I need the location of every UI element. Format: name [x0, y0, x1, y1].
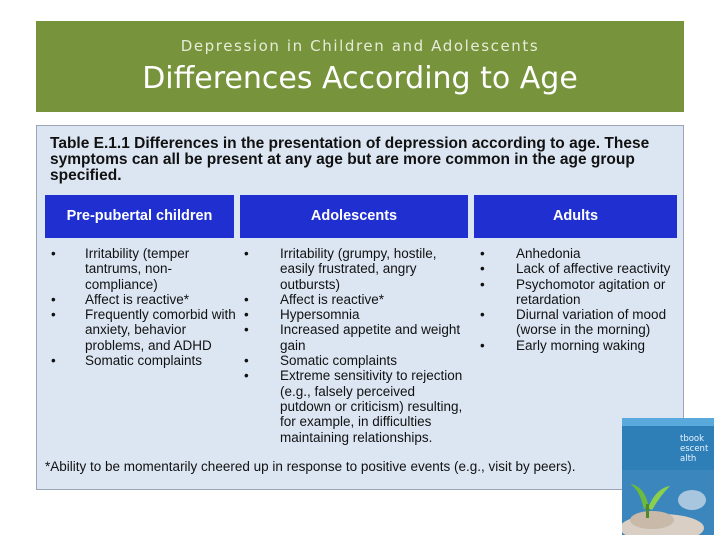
- list-item: • Irritability (grumpy, hostile, easily frustrated, angry outbursts): [244, 246, 437, 292]
- bullet-icon: •: [244, 353, 249, 369]
- column-header-pre-pubertal: Pre-pubertal children: [45, 195, 234, 238]
- list-item: • Frequently comorbid with anxiety, behavior problems, and ADHD: [51, 307, 236, 353]
- bullet-icon: •: [480, 307, 485, 323]
- book-cover-band: [622, 418, 714, 426]
- list-item: • Irritability (temper tantrums, non-compliance): [51, 246, 190, 292]
- list-item: • Lack of affective reactivity: [480, 261, 671, 277]
- bullet-icon: •: [51, 353, 56, 369]
- column-adults: [480, 246, 680, 353]
- list-item: • Anhedonia: [480, 246, 581, 261]
- plant-illustration-icon: [622, 470, 714, 535]
- bullet-icon: •: [244, 307, 249, 323]
- slide-header: [36, 21, 684, 112]
- bullet-icon: •: [244, 246, 249, 261]
- list-item: • Somatic complaints: [51, 353, 203, 369]
- list-item: • Affect is reactive*: [51, 291, 190, 307]
- bullet-icon: •: [480, 246, 485, 261]
- list-item: • Hypersomnia: [244, 307, 360, 323]
- bullet-icon: •: [480, 261, 485, 277]
- book-cover-text: tbook escent alth: [680, 434, 709, 464]
- list-item: • Somatic complaints: [244, 353, 398, 369]
- bullet-icon: •: [480, 276, 485, 292]
- column-header-adolescents: Adolescents: [240, 195, 468, 238]
- bullet-icon: •: [244, 291, 249, 307]
- bullet-icon: •: [244, 368, 249, 384]
- table-caption: Table E.1.1 Differences in the presentation of depression according to age. These symptoms can all be present at any age but are more common in the age group specified.: [50, 135, 650, 184]
- list-item: • Increased appetite and weight gain: [244, 322, 461, 353]
- slide-title: Differences According to Age: [142, 61, 578, 96]
- list-item: • Extreme sensitivity to rejection (e.g., falsely perceived putdown or criticism) resulting, for example, in difficulties maintaining relationships.: [244, 368, 463, 445]
- bullet-icon: •: [244, 322, 249, 338]
- bullet-icon: •: [51, 291, 56, 307]
- column-pre-pubertal: [51, 246, 236, 368]
- column-adolescents: [244, 246, 466, 445]
- bullet-icon: •: [51, 246, 56, 261]
- list-item: • Diurnal variation of mood (worse in the morning): [480, 307, 667, 338]
- column-header-adults: Adults: [474, 195, 677, 238]
- list-item: • Early morning waking: [480, 337, 646, 353]
- depression-table: [36, 125, 684, 490]
- bullet-icon: •: [51, 307, 56, 323]
- list-item: • Affect is reactive*: [244, 291, 385, 307]
- slide-subtitle: Depression in Children and Adolescents: [180, 37, 540, 55]
- bullet-icon: •: [480, 337, 485, 353]
- book-cover-thumbnail: [622, 418, 714, 535]
- table-footnote: *Ability to be momentarily cheered up in response to positive events (e.g., visit by peers).: [45, 459, 576, 474]
- list-item: • Psychomotor agitation or retardation: [480, 276, 666, 307]
